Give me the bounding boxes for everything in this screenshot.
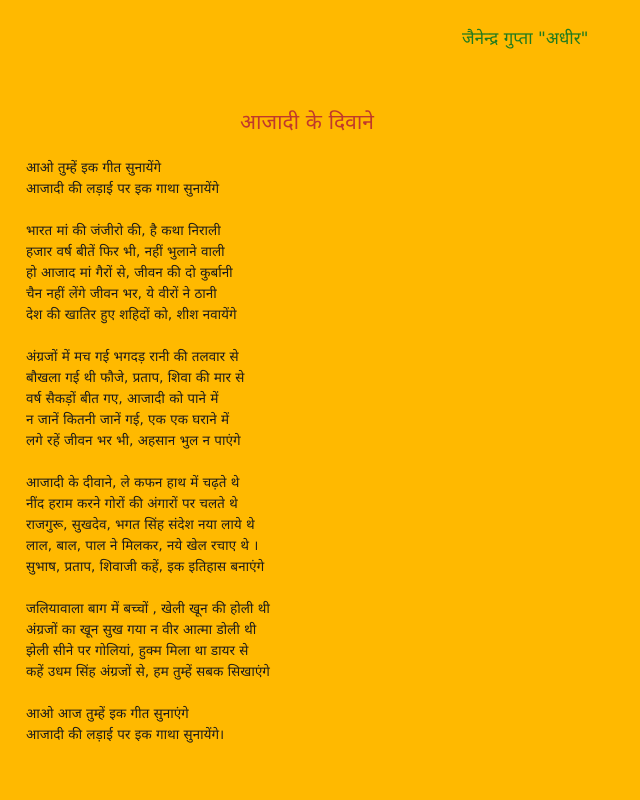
poem-line: आओ आज तुम्हें इक गीत सुनाएंगे bbox=[26, 706, 189, 722]
poem-line: बौखला गई थी फौजे, प्रताप, शिवा की मार से bbox=[26, 370, 245, 386]
stanza-3 bbox=[26, 347, 626, 452]
poem-line: सुभाष, प्रताप, शिवाजी कहें, इक इतिहास बनाएंगे bbox=[26, 559, 265, 575]
stanza-4 bbox=[26, 473, 626, 578]
poem-line: आजादी की लड़ाई पर इक गाथा सुनायेंगे। bbox=[26, 727, 225, 743]
poem-line: लाल, बाल, पाल ने मिलकर, नये खेल रचाए थे । bbox=[26, 538, 259, 554]
poem-line: कहें उधम सिंह अंग्रजों से, हम तुम्हें सबक सिखाएंगे bbox=[26, 664, 270, 680]
poem-line: अंग्रजों का खून सुख गया न वीर आत्मा डोली थी bbox=[26, 622, 257, 638]
poem-line: नींद हराम करने गोरों की अंगारों पर चलते थे bbox=[26, 496, 238, 512]
poem-line: आजादी के दीवाने, ले कफन हाथ में चढ़ते थे bbox=[26, 475, 240, 491]
poem-line: भारत मां की जंजीरो की, है कथा निराली bbox=[26, 223, 221, 239]
poem-line: न जानें कितनी जानें गई, एक एक घराने में bbox=[26, 412, 230, 428]
stanza-1 bbox=[26, 158, 626, 200]
poem-line: लगे रहें जीवन भर भी, अहसान भुल न पाएंगे bbox=[26, 433, 241, 449]
poem-line: झेली सीने पर गोलियां, हुक्म मिला था डायर से bbox=[26, 643, 249, 659]
stanza-5 bbox=[26, 599, 626, 683]
poem-line: अंग्रजों में मच गई भगदड़ रानी की तलवार से bbox=[26, 349, 239, 365]
author-name: जैनेन्द्र गुप्ता "अधीर" bbox=[462, 29, 589, 49]
poem-line: आओ तुम्हें इक गीत सुनायेंगे bbox=[26, 160, 162, 176]
poem-line: चैन नहीं लेंगे जीवन भर, ये वीरों ने ठानी bbox=[26, 286, 217, 302]
poem-line: जलियावाला बाग में बच्चों , खेली खून की होली थी bbox=[26, 601, 270, 617]
stanza-6 bbox=[26, 704, 626, 746]
poem-line: हो आजाद मां गैरों से, जीवन की दो कुर्बानी bbox=[26, 265, 233, 281]
poem-line: वर्ष सैकड़ों बीत गए, आजादी को पाने में bbox=[26, 391, 219, 407]
poem-line: आजादी की लड़ाई पर इक गाथा सुनायेंगे bbox=[26, 181, 220, 197]
poem-line: देश की खातिर हुए शहिदों को, शीश नवायेंगे bbox=[26, 307, 237, 323]
poem-body bbox=[26, 158, 626, 767]
poem-title: आजादी के दिवाने bbox=[240, 110, 374, 134]
poem-line: राजगुरू, सुखदेव, भगत सिंह संदेश नया लाये थे bbox=[26, 517, 255, 533]
stanza-2 bbox=[26, 221, 626, 326]
poem-line: हजार वर्ष बीतें फिर भी, नहीं भुलाने वाली bbox=[26, 244, 225, 260]
